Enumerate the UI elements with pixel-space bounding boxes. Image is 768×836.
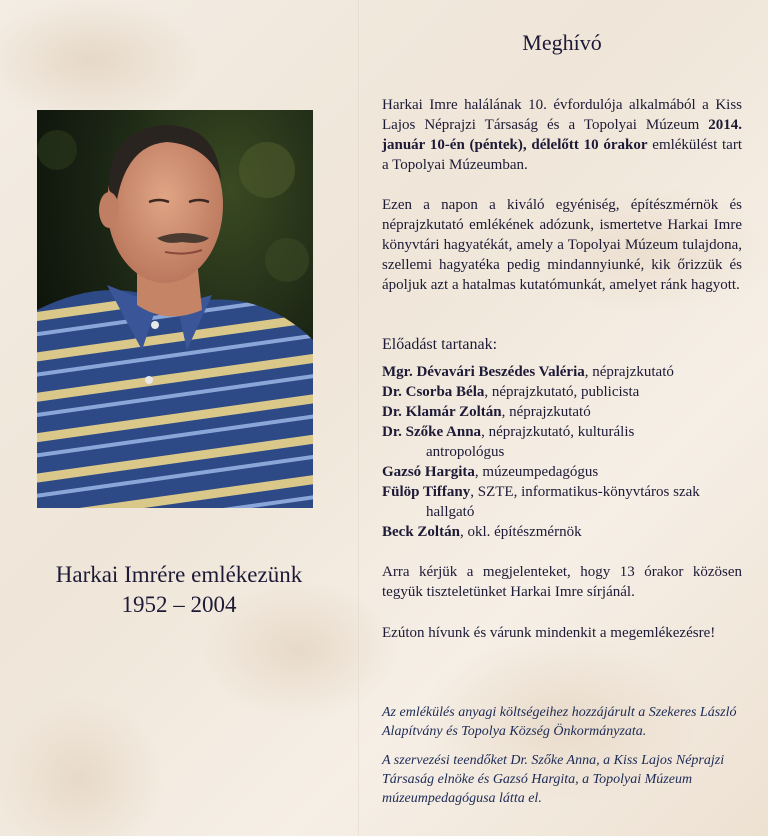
speaker-role: , SZTE, informatikus-könyvtáros szak [470,484,700,500]
speaker-role: , néprajzkutató [501,404,591,420]
memorial-years: 1952 – 2004 [121,592,237,617]
speaker-row [382,522,752,542]
invitation-heading: Meghívó [522,30,602,55]
speakers-list [382,362,752,542]
speaker-role: , múzeumpedagógus [474,464,599,480]
speaker-role-cont: hallgató [426,504,475,520]
speaker-name: Dr. Szőke Anna [382,424,482,440]
memorial-name: Harkai Imrére emlékezünk [55,562,303,587]
p1-text-c: emlékülést tart a Topolyai Múzeumban. [382,137,742,173]
organizer-note: A szervezési teendőket Dr. Szőke Anna, a Kiss Lajos Néprajzi Társaság elnöke és Gazsó Hargita, a Topolyai Múzeum múzeumpedagógusa látta el. [382,753,725,806]
sponsor-note: Az emlékülés anyagi költségeihez hozzájárult a Szekeres László Alapítvány és Topolya Község Önkormányzata. [382,705,737,739]
portrait-photo [37,110,313,508]
speaker-name: Gazsó Hargita [382,464,475,480]
p1-text-a: Harkai Imre halálának 10. évfordulója alkalmából a Kiss Lajos Néprajzi Társaság és a Topolyai Múzeum [382,97,742,133]
speaker-row [382,382,752,402]
speaker-name: Dr. Csorba Béla [382,384,485,400]
page-fold [358,0,360,836]
speaker-row [382,482,752,522]
speaker-name: Beck Zoltán [382,524,460,540]
speaker-name: Dr. Klamár Zoltán [382,404,502,420]
speaker-role-cont: antropológus [426,444,505,460]
invitation-paragraph-1 [382,95,742,175]
speaker-role: , néprajzkutató, publicista [484,384,640,400]
memorial-title [0,560,358,620]
invitation-paragraph-4: Ezúton hívunk és várunk mindenkit a megemlékezésre! [382,625,716,641]
speaker-name: Mgr. Dévavári Beszédes Valéria [382,364,585,380]
speaker-role: , néprajzkutató [584,364,674,380]
speaker-name: Fülöp Tiffany [382,484,471,500]
speakers-title: Előadást tartanak: [382,336,498,353]
invitation-paragraph-3: Arra kérjük a megjelenteket, hogy 13 órakor közösen tegyük tiszteletünket Harkai Imre sírjánál. [382,564,742,600]
speaker-row [382,422,752,462]
p1-date: 2014. január 10-én (péntek), délelőtt 10 órakor [382,117,742,153]
speaker-role: , okl. építészmérnök [459,524,582,540]
speaker-row [382,402,752,422]
speaker-role: , néprajzkutató, kulturális [481,424,635,440]
invitation-paragraph-2: Ezen a napon a kiváló egyéniség, építészmérnök és néprajzkutató emlékének adózunk, ismertetve Harkai Imre könyvtári hagyatékát, amely a Topolyai Múzeum tulajdona, szellemi hagyatéka pedig mindannyiunké, kik őrizzük és ápoljuk azt a hatalmas kutatómunkát, amelyet ránk hagyott. [382,197,742,293]
speaker-row [382,462,752,482]
speaker-row [382,362,752,382]
